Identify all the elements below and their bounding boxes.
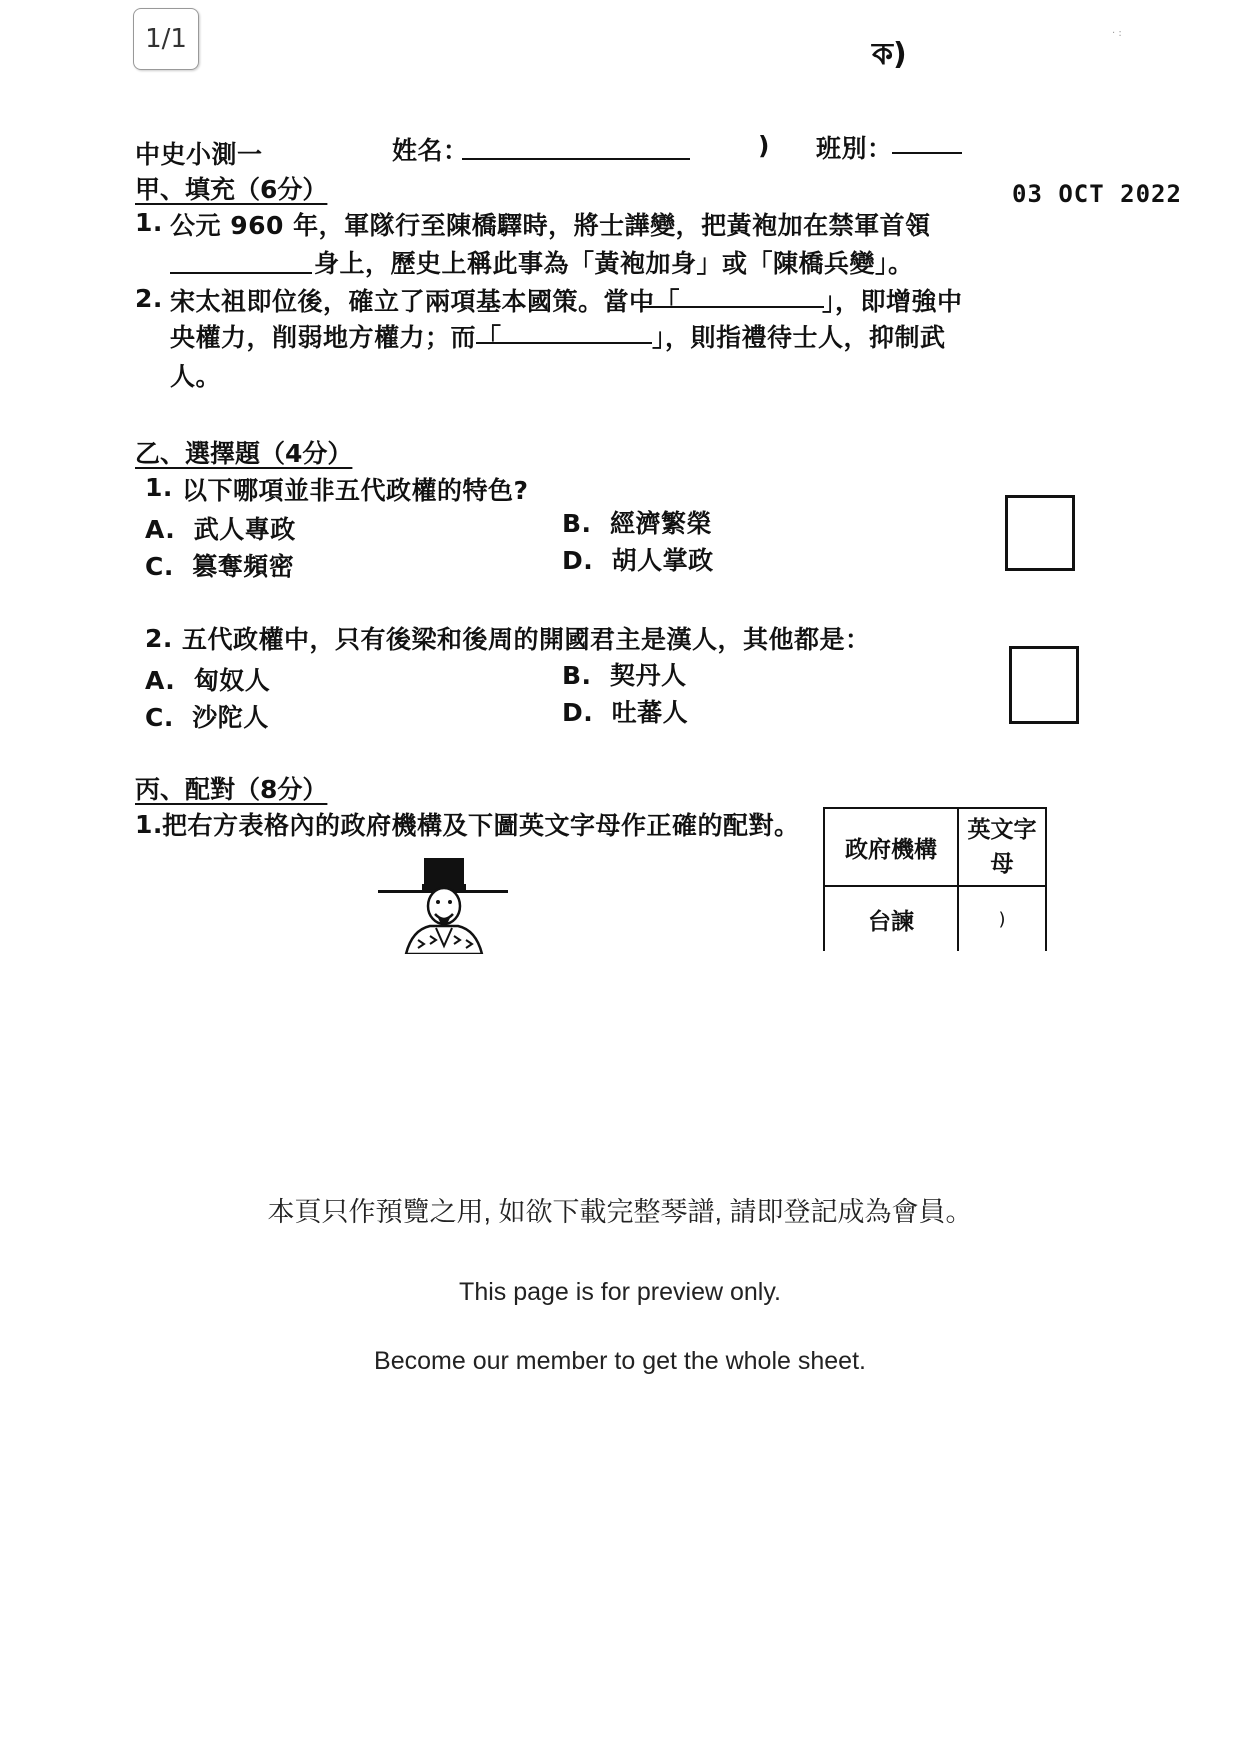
table-header-letter-line1: 英文字	[967, 817, 1037, 843]
section-b-q2-answer-box[interactable]	[1009, 646, 1079, 724]
section-b-title: 乙、選擇題（4分）	[135, 439, 353, 468]
section-c-q1-text: 把右方表格內的政府機構及下圖英文字母作正確的配對。	[162, 811, 800, 840]
section-a-q2-line1a: 宋太祖即位後，確立了兩項基本國策。當中「	[170, 287, 681, 316]
official-figure-illustration	[378, 850, 508, 954]
name-label: 姓名：	[392, 136, 469, 165]
table-row	[824, 886, 1046, 951]
section-b-q2-text: 五代政權中，只有後梁和後周的開國君主是漢人，其他都是：	[182, 625, 871, 654]
table-header-letter	[958, 808, 1046, 886]
section-a-q2-blank1	[640, 306, 824, 308]
option-label: B.	[562, 509, 592, 538]
option-label: C.	[145, 552, 174, 581]
section-b-q1-option-d	[562, 541, 714, 577]
section-b-q2-option-c	[145, 698, 269, 734]
section-a-q1-line2: 身上，歷史上稱此事為「黃袍加身」或「陳橋兵變」。	[314, 249, 914, 278]
table-header-row	[824, 808, 1046, 886]
option-text: 契丹人	[609, 661, 687, 690]
preview-notice-chinese: 本頁只作預覽之用, 如欲下載完整琴譜, 請即登記成為會員。	[267, 1197, 973, 1227]
section-a-q2-number: 2.	[135, 284, 163, 313]
option-text: 胡人掌政	[611, 546, 714, 575]
section-b-q1-option-c	[145, 547, 294, 583]
page-badge: 1/1	[133, 8, 199, 70]
section-b-q1-answer-box[interactable]	[1005, 495, 1075, 571]
class-blank	[892, 152, 962, 154]
section-b-q2-number: 2.	[145, 624, 173, 653]
section-b-q1-option-b	[562, 504, 712, 540]
section-a-q2-line1b: 」，即增強中	[822, 287, 963, 316]
top-right-mark: ক)	[872, 37, 907, 72]
preview-notice-english-2: Become our member to get the whole sheet.	[374, 1347, 866, 1375]
matching-table	[823, 807, 1047, 951]
name-blank	[462, 158, 690, 160]
option-label: B.	[562, 661, 592, 690]
option-label: A.	[145, 515, 176, 544]
section-b-q2-option-a	[145, 661, 270, 697]
preview-notice-english-1: This page is for preview only.	[459, 1278, 781, 1306]
option-text: 吐蕃人	[611, 698, 689, 727]
name-paren-close: )	[758, 131, 770, 160]
section-b-q2-option-d	[562, 693, 688, 729]
option-text: 篡奪頻密	[192, 552, 295, 581]
corner-dots: · :	[1112, 28, 1122, 39]
option-text: 沙陀人	[192, 703, 269, 732]
section-a-q1-line1: 公元 960 年，軍隊行至陳橋驛時，將士譁變，把黃袍加在禁軍首領	[170, 211, 931, 240]
class-label: 班別：	[816, 134, 893, 163]
option-text: 匈奴人	[193, 666, 271, 695]
section-a-q1-blank	[170, 272, 312, 274]
quiz-title: 中史小測一	[135, 140, 263, 169]
section-b-q1-number: 1.	[145, 473, 173, 502]
section-b-q1-option-a	[145, 510, 296, 546]
option-text: 經濟繁榮	[609, 509, 712, 538]
option-label: D.	[562, 546, 594, 575]
table-header-agency: 政府機構	[824, 808, 958, 886]
section-c-title: 丙、配對（8分）	[135, 775, 328, 804]
section-b-q2-option-b	[562, 656, 687, 692]
table-cell-letter[interactable]: )	[958, 886, 1046, 951]
section-a-title: 甲、填充（6分）	[135, 175, 328, 204]
table-header-letter-line2: 母	[990, 851, 1014, 877]
option-text: 武人專政	[193, 515, 296, 544]
option-label: D.	[562, 698, 594, 727]
section-a-q1-number: 1.	[135, 208, 163, 237]
section-a-q2-line2a: 央權力，削弱地方權力；而「	[170, 323, 502, 352]
section-a-q2-line3: 人。	[170, 362, 222, 391]
date-stamp: 03 OCT 2022	[1012, 180, 1182, 208]
section-a-q2-blank2	[476, 342, 652, 344]
section-c-q1-number: 1.	[135, 810, 163, 839]
section-a-q2-line2b: 」，則指禮待士人，抑制武	[652, 323, 946, 352]
section-b-q1-text: 以下哪項並非五代政權的特色?	[182, 476, 529, 505]
option-label: A.	[145, 666, 176, 695]
option-label: C.	[145, 703, 174, 732]
table-cell-agency: 台諫	[824, 886, 958, 951]
